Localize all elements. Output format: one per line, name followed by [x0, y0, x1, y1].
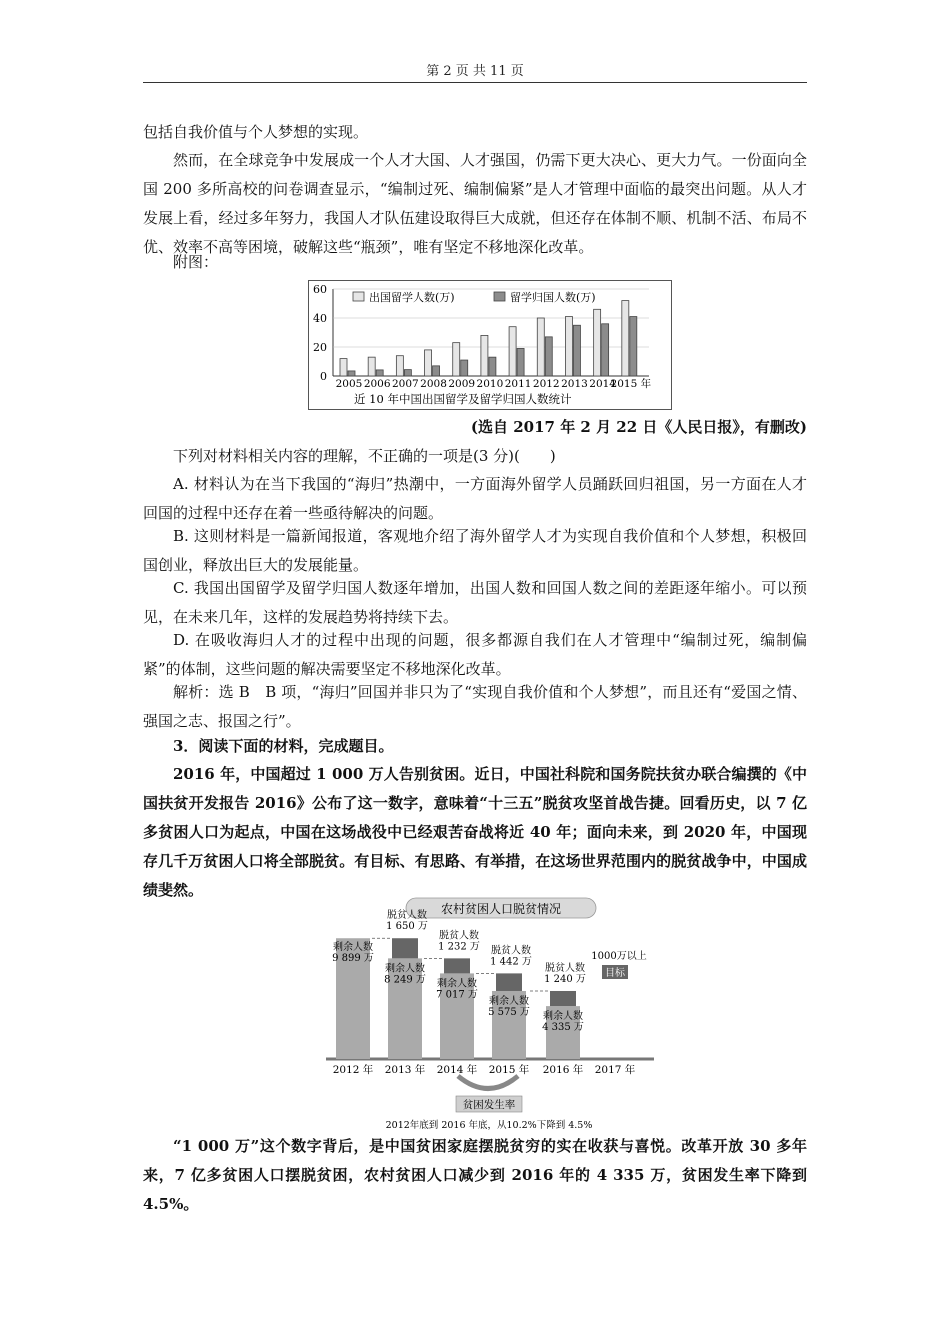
- x-tick-label: 2009: [448, 378, 476, 390]
- y-tick-label: 60: [313, 283, 327, 296]
- study-abroad-chart: [308, 280, 672, 410]
- x-tick-label: 2010: [476, 378, 504, 390]
- chart-title: 农村贫困人口脱贫情况: [440, 902, 562, 916]
- lifted-value: 1000万以上: [591, 951, 647, 962]
- bar-outbound: [481, 335, 488, 376]
- remaining-value: 9 899 万: [332, 953, 374, 965]
- question-stem: 下列对材料相关内容的理解，不正确的一项是(3 分)( ): [173, 447, 556, 465]
- x-tick-label: 2012: [532, 378, 560, 390]
- x-tick-label: 2015 年: [610, 378, 652, 390]
- bar-outbound: [537, 318, 544, 376]
- x-tick-label: 2017 年: [594, 1064, 636, 1076]
- chart-subtitle: 2012年底到 2016 年底，从10.2%下降到 4.5%: [385, 1120, 593, 1131]
- remaining-label: 剩余人数: [333, 942, 373, 954]
- option-b: B. 这则材料是一篇新闻报道，客观地介绍了海外留学人才为实现自我价值和个人梦想，积极回国创业，释放出巨大的发展能量。: [143, 527, 807, 574]
- remaining-value: 7 017 万: [436, 989, 478, 1001]
- lifted-label: 脱贫人数: [491, 945, 531, 957]
- x-tick-label: 2011: [504, 378, 532, 390]
- bar-outbound: [565, 317, 572, 376]
- y-tick-label: 20: [313, 341, 327, 354]
- y-tick-label: 0: [320, 370, 327, 383]
- legend-label-outbound: 出国留学人数(万): [369, 291, 455, 304]
- target-label: 目标: [605, 968, 625, 979]
- bar-lifted: [496, 973, 522, 991]
- figure-label: 附图：: [173, 253, 219, 271]
- bar-outbound: [453, 343, 460, 376]
- paragraph-4: 2016 年，中国超过 1 000 万人告别贫困。近日，中国社科院和国务院扶贫办联合编撰的《中国扶贫开发报告 2016》公布了这一数字，意味着“十三五”脱贫攻坚首战告捷。回看历史，以 7 亿多贫困人口为起点，中国在这场战役中已经艰苦奋战将近 40 年；面向未来，到 2020 年，中国现存几千万贫困人口将全部脱贫。有目标、有思路、有举措，在这场世界范围内的脱贫战争中，中国成绩斐然。: [143, 765, 807, 899]
- x-tick-label: 2014 年: [436, 1064, 478, 1076]
- option-a: A. 材料认为在当下我国的“海归”热潮中，一方面海外留学人员踊跃回归祖国，另一方面在人才回国的过程中还存在着一些亟待解决的问题。: [143, 475, 807, 522]
- bar-outbound: [396, 356, 403, 376]
- bar-returned: [376, 370, 383, 376]
- bar-returned: [433, 366, 440, 376]
- option-d: D. 在吸收海归人才的过程中出现的问题，很多都源自我们在人才管理中“编制过死，编制偏紧”的体制，这些问题的解决需要坚定不移地深化改革。: [143, 631, 807, 678]
- lifted-value: 1 650 万: [386, 921, 428, 933]
- legend-swatch-returned: [494, 292, 505, 301]
- question-3: 3．阅读下面的材料，完成题目。: [173, 737, 394, 755]
- lifted-value: 1 442 万: [490, 956, 532, 968]
- x-tick-label: 2007: [391, 378, 419, 390]
- bar-lifted: [392, 938, 418, 958]
- bar-outbound: [509, 327, 516, 376]
- page-number: 第 2 页 共 11 页: [426, 64, 524, 79]
- bar-returned: [545, 337, 552, 376]
- bar-returned: [348, 371, 355, 376]
- analysis: 解析：选 B B 项，“海归”回国并非只为了“实现自我价值和个人梦想”，而且还有“爱国之情、强国之志、报国之行”。: [143, 683, 807, 730]
- remaining-value: 5 575 万: [488, 1006, 530, 1018]
- study-abroad-chart-svg: [309, 281, 671, 409]
- x-tick-label: 2013: [561, 378, 588, 390]
- lifted-label: 脱贫人数: [545, 962, 585, 974]
- poverty-chart-svg: [318, 896, 658, 1136]
- paragraph-1: 包括自我价值与个人梦想的实现。: [143, 123, 369, 141]
- y-tick-label: 40: [313, 312, 327, 325]
- remaining-label: 剩余人数: [543, 1011, 583, 1023]
- bar-outbound: [368, 357, 375, 376]
- bar-lifted: [550, 991, 576, 1006]
- lifted-label: 脱贫人数: [439, 930, 479, 942]
- legend-label-returned: 留学归国人数(万): [510, 291, 596, 304]
- remaining-label: 剩余人数: [437, 978, 477, 990]
- legend-swatch-outbound: [353, 292, 364, 301]
- poverty-chart: [318, 896, 658, 1136]
- bar-returned: [404, 370, 411, 376]
- x-tick-label: 2006: [363, 378, 391, 390]
- bar-outbound: [340, 359, 347, 376]
- bar-returned: [630, 317, 637, 376]
- chart-title: 近 10 年中国出国留学及留学归国人数统计: [354, 392, 572, 406]
- remaining-label: 剩余人数: [385, 963, 425, 975]
- bar-returned: [573, 325, 580, 376]
- badge-label: 贫困发生率: [462, 1099, 516, 1111]
- remaining-label: 剩余人数: [489, 995, 529, 1007]
- bar-outbound: [622, 301, 629, 376]
- badge-arc: [458, 1076, 518, 1089]
- bar-returned: [602, 324, 609, 376]
- paragraph-2: 然而，在全球竞争中发展成一个人才大国、人才强国，仍需下更大决心、更大力气。一份面向全国 200 多所高校的问卷调查显示，“编制过死、编制偏紧”是人才管理中面临的最突出问题。从人才发展上看，经过多年努力，我国人才队伍建设取得巨大成就，但还存在体制不顺、机制不活、布局不优、效率不高等困境，破解这些“瓶颈”，唯有坚定不移地深化改革。: [143, 151, 807, 256]
- lifted-value: 1 240 万: [544, 973, 586, 985]
- bar-lifted: [444, 958, 470, 973]
- remaining-value: 8 249 万: [384, 974, 426, 986]
- x-tick-label: 2013 年: [384, 1064, 426, 1076]
- lifted-label: 脱贫人数: [387, 910, 427, 922]
- x-tick-label: 2014: [589, 378, 617, 390]
- x-tick-label: 2012 年: [332, 1064, 374, 1076]
- x-tick-label: 2015 年: [488, 1064, 530, 1076]
- x-tick-label: 2016 年: [542, 1064, 584, 1076]
- remaining-value: 4 335 万: [542, 1022, 584, 1034]
- bar-returned: [489, 357, 496, 376]
- source-citation: (选自 2017 年 2 月 22 日《人民日报》，有删改): [470, 418, 807, 436]
- bar-returned: [461, 360, 468, 376]
- bar-returned: [517, 348, 524, 376]
- paragraph-5: “1 000 万”这个数字背后，是中国贫困家庭摆脱贫穷的实在收获与喜悦。改革开放 30 多年来，7 亿多贫困人口摆脱贫困，农村贫困人口减少到 2016 年的 4 335 万，贫困发生率下降到 4.5%。: [143, 1137, 807, 1213]
- bar-outbound: [594, 309, 601, 376]
- lifted-value: 1 232 万: [438, 941, 480, 953]
- bar-outbound: [425, 350, 432, 376]
- x-tick-label: 2008: [420, 378, 447, 390]
- option-c: C. 我国出国留学及留学归国人数逐年增加，出国人数和回国人数之间的差距逐年缩小。可以预见，在未来几年，这样的发展趋势将持续下去。: [143, 579, 807, 626]
- x-tick-label: 2005: [335, 378, 363, 390]
- header-rule: [143, 82, 807, 83]
